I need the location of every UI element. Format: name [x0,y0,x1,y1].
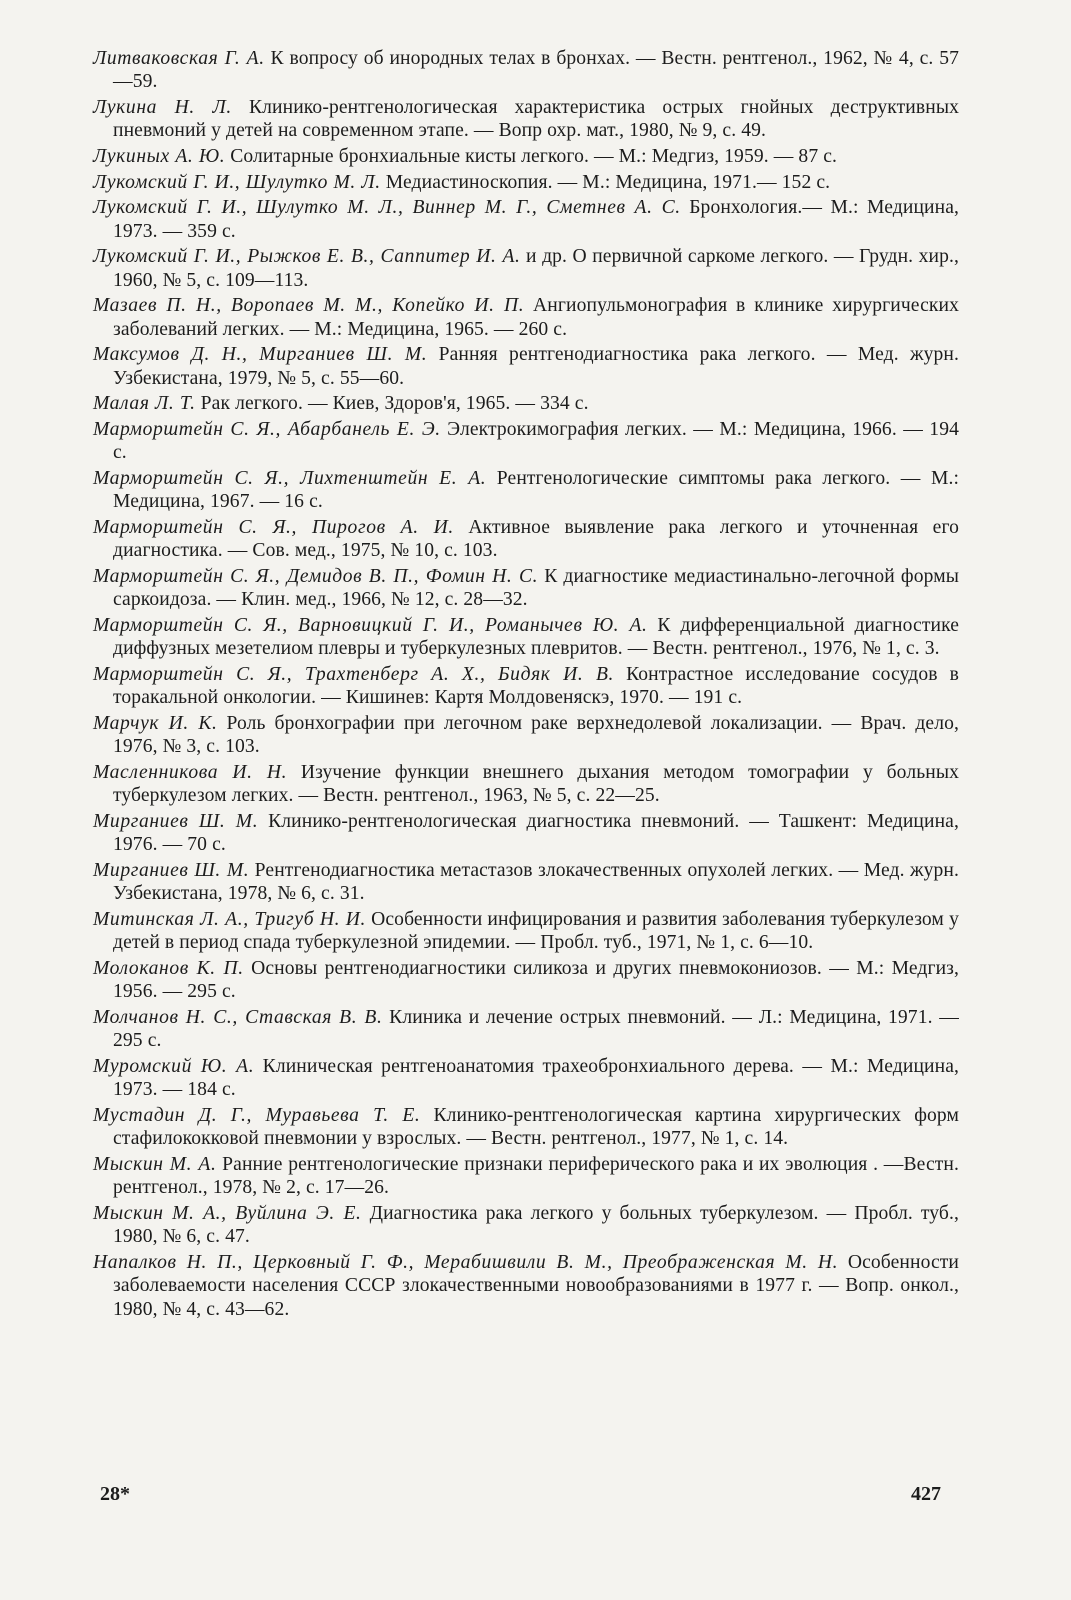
reference-text: Диагностика рака легкого у больных туберкулезом. — Пробл. туб., 1980, № 6, с. 47. [113,1202,959,1248]
reference-authors: Лукиных А. Ю. [93,146,226,167]
reference-text: Рентгенологические симптомы рака легкого. — М.: Медицина, 1967. — 16 с. [113,467,960,513]
reference-authors: Лукомский Г. И., Шулутко М. Л., Виннер М. Г., Сметнев А. С. [93,197,681,219]
reference-entry [93,565,959,612]
reference-authors: Мыскин М. А., Вуйлина Э. Е. [93,1202,362,1224]
reference-authors: Мирганиев Ш. М. [93,810,259,832]
reference-text: Основы рентгенодиагностики силикоза и других пневмокониозов. — М.: Медгиз, 1956. — 295 с. [113,957,960,1003]
reference-text: Особенности заболеваемости населения СССР злокачественными новообразованиями в 1977 г. — Вопр. онкол., 1980, № 4, с. 43—62. [113,1251,960,1320]
reference-text: Особенности инфицирования и развития заболевания туберкулезом у детей в период спада туберкулезной эпидемии. — Пробл. туб., 1971, № 1, с. 6—10. [113,908,959,954]
reference-text: Роль бронхографии при легочном раке верхнедолевой локализации. — Врач. дело, 1976, № 3, с. 103. [113,712,959,758]
reference-text: К диагностике медиастинально-легочной формы саркоидоза. — Клин. мед., 1966, № 12, с. 28—32. [113,565,959,611]
reference-entry [93,1006,959,1053]
reference-entry [93,294,959,341]
reference-authors: Лукомский Г. И., Рыжков Е. В., Саппитер И. А. [93,246,521,268]
reference-text: Ангиопульмонография в клинике хирургических заболеваний легких. — М.: Медицина, 1965. — 260 с. [113,295,959,340]
reference-text: К дифференциальной диагностике диффузных мезетелиом плевры и туберкулезных плевритов. — Вестн. рентгенол., 1976, № 1, с. 3. [113,614,959,660]
reference-authors: Мыскин М. А. [93,1153,217,1175]
reference-entry [93,1055,959,1102]
reference-text: Клинико-рентгенологическая характеристика острых гнойных деструктивных пневмоний у детей на современном этапе. — Вопр охр. мат., 1980, № 9, с. 49. [113,97,959,142]
reference-entry [93,196,959,243]
reference-entry [93,614,959,661]
reference-text: Бронхология.— М.: Медицина, 1973. — 359 с. [113,197,960,242]
reference-authors: Мустадин Д. Г., Муравьева Т. Е. [93,1104,421,1126]
reference-authors: Малая Л. Т. [93,393,196,415]
reference-entry [93,343,959,390]
reference-entry [93,418,959,465]
reference-text: Солитарные бронхиальные кисты легкого. — М.: Медгиз, 1959. — 87 с. [225,146,838,167]
reference-authors: Литваковская Г. А. [93,48,265,69]
reference-authors: Масленникова И. Н. [93,761,288,783]
reference-authors: Марморштейн С. Я., Лихтенштейн Е. А. [93,467,487,489]
reference-entry [93,47,959,94]
reference-authors: Марморштейн С. Я., Пирогов А. И. [93,516,454,538]
reference-entry [93,145,959,168]
reference-text: Электрокимография легких. — М.: Медицина, 1966. — 194 с. [113,418,959,464]
reference-entry [93,908,959,955]
reference-authors: Марморштейн С. Я., Демидов В. П., Фомин Н. С. [93,565,539,587]
reference-entry [93,516,959,563]
reference-text: Ранние рентгенологические признаки периферического рака и их эволюция . —Вестн. рентгенол., 1978, № 2, с. 17—26. [113,1153,959,1199]
reference-text: Клиническая рентгеноанатомия трахеобронхиального дерева. — М.: Медицина, 1973. — 184 с. [113,1055,959,1101]
reference-authors: Максумов Д. Н., Мирганиев Ш. М. [93,344,428,366]
reference-authors: Лукина Н. Л. [93,97,232,118]
reference-text: Контрастное исследование сосудов в торакальной онкологии. — Кишинев: Картя Молдовеняскэ, 1970. — 191 с. [113,663,959,709]
reference-entry [93,663,959,710]
reference-entry [93,1104,959,1151]
reference-entry [93,1153,959,1200]
reference-entry [93,1202,959,1249]
reference-authors: Молчанов Н. С., Ставская В. В. [93,1006,383,1028]
reference-entry [93,957,959,1004]
reference-authors: Марморштейн С. Я., Абарбанель Е. Э. [93,418,441,440]
reference-text: Рак легкого. — Киев, Здоров'я, 1965. — 334 с. [195,393,589,415]
reference-entry [93,171,959,194]
reference-entry [93,96,959,143]
reference-authors: Митинская Л. А., Тригуб Н. И. [93,908,366,930]
reference-entry [93,712,959,759]
reference-text: Клинико-рентгенологическая диагностика пневмоний. — Ташкент: Медицина, 1976. — 70 с. [113,810,959,856]
reference-authors: Напалков Н. П., Церковный Г. Ф., Мерабишвили В. М., Преображенская М. Н. [93,1251,839,1273]
reference-entry [93,467,959,514]
reference-entry [93,859,959,906]
page-number: 427 [911,1483,941,1505]
reference-authors: Мирганиев Ш. М. [93,859,250,881]
signature-mark: 28* [100,1483,130,1505]
reference-text: Ранняя рентгенодиагностика рака легкого. — Мед. журн. Узбекистана, 1979, № 5, с. 55—60. [113,344,959,389]
reference-authors: Мазаев П. Н., Воропаев М. М., Копейко И. П. [93,295,525,317]
reference-authors: Марморштейн С. Я., Трахтенберг А. Х., Бидяк И. В. [93,663,615,685]
reference-text: Клинико-рентгенологическая картина хирургических форм стафилококковой пневмонии у взрослых. — Вестн. рентгенол., 1977, № 1, с. 14. [113,1104,959,1150]
reference-entry [93,810,959,857]
reference-text: Клиника и лечение острых пневмоний. — Л.: Медицина, 1971. — 295 с. [113,1006,959,1052]
reference-authors: Муромский Ю. А. [93,1055,255,1077]
reference-text: Рентгенодиагностика метастазов злокачественных опухолей легких. — Мед. журн. Узбекистана, 1978, № 6, с. 31. [113,859,959,905]
reference-entry [93,245,959,292]
reference-authors: Марморштейн С. Я., Варновицкий Г. И., Романычев Ю. А. [93,614,648,636]
reference-entry [93,761,959,808]
reference-text: и др. О первичной саркоме легкого. — Грудн. хир., 1960, № 5, с. 109—113. [113,246,959,291]
reference-authors: Марчук И. К. [93,712,218,734]
reference-entry [93,1251,959,1321]
reference-authors: Молоканов К. П. [93,957,244,979]
reference-text: К вопросу об инородных телах в бронхах. — Вестн. рентгенол., 1962, № 4, с. 57—59. [113,48,959,93]
reference-authors: Лукомский Г. И., Шулутко М. Л. [93,171,381,193]
reference-text: Активное выявление рака легкого и уточненная его диагностика. — Сов. мед., 1975, № 10, с. 103. [113,516,959,562]
reference-text: Медиастиноскопия. — М.: Медицина, 1971.— 152 с. [380,171,831,193]
reference-entry [93,392,959,415]
reference-list [93,47,959,1323]
reference-text: Изучение функции внешнего дыхания методом томографии у больных туберкулезом легких. — Вестн. рентгенол., 1963, № 5, с. 22—25. [113,761,959,807]
